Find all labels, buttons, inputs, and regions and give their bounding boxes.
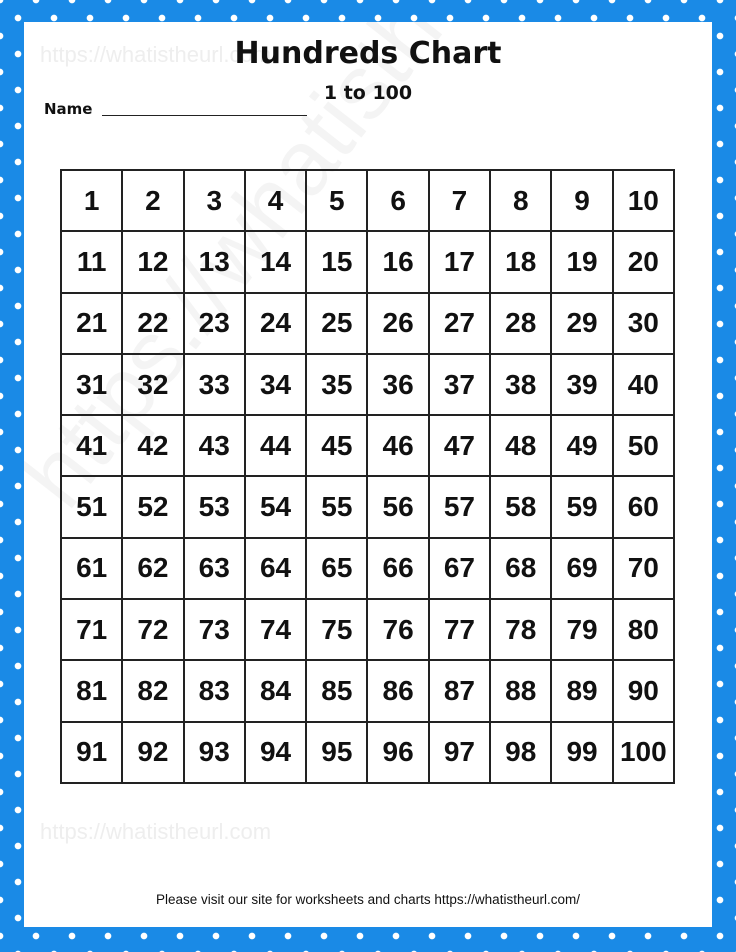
grid-cell: 24 (246, 294, 307, 355)
grid-cell: 99 (552, 723, 613, 784)
name-label: Name (44, 100, 93, 118)
grid-cell: 39 (552, 355, 613, 416)
grid-cell: 71 (62, 600, 123, 661)
grid-cell: 15 (307, 232, 368, 293)
grid-cell: 94 (246, 723, 307, 784)
grid-cell: 61 (62, 539, 123, 600)
grid-cell: 5 (307, 171, 368, 232)
grid-cell: 18 (491, 232, 552, 293)
grid-cell: 68 (491, 539, 552, 600)
grid-cell: 48 (491, 416, 552, 477)
grid-cell: 57 (430, 477, 491, 538)
grid-cell: 54 (246, 477, 307, 538)
footer-text: Please visit our site for worksheets and charts https://whatistheurl.com/ (156, 892, 580, 907)
grid-cell: 40 (614, 355, 675, 416)
grid-cell: 85 (307, 661, 368, 722)
grid-cell: 66 (368, 539, 429, 600)
grid-cell: 84 (246, 661, 307, 722)
grid-cell: 97 (430, 723, 491, 784)
grid-cell: 88 (491, 661, 552, 722)
grid-cell: 21 (62, 294, 123, 355)
grid-cell: 45 (307, 416, 368, 477)
grid-cell: 86 (368, 661, 429, 722)
grid-cell: 29 (552, 294, 613, 355)
grid-cell: 52 (123, 477, 184, 538)
grid-cell: 16 (368, 232, 429, 293)
grid-cell: 50 (614, 416, 675, 477)
grid-cell: 49 (552, 416, 613, 477)
grid-cell: 2 (123, 171, 184, 232)
grid-cell: 34 (246, 355, 307, 416)
grid-cell: 92 (123, 723, 184, 784)
grid-cell: 98 (491, 723, 552, 784)
grid-cell: 20 (614, 232, 675, 293)
grid-cell: 19 (552, 232, 613, 293)
grid-cell: 100 (614, 723, 675, 784)
grid-cell: 65 (307, 539, 368, 600)
grid-cell: 73 (185, 600, 246, 661)
watermark-bottom: https://whatistheurl.com (40, 819, 272, 844)
grid-cell: 74 (246, 600, 307, 661)
grid-cell: 93 (185, 723, 246, 784)
grid-cell: 13 (185, 232, 246, 293)
grid-cell: 4 (246, 171, 307, 232)
grid-cell: 78 (491, 600, 552, 661)
grid-cell: 6 (368, 171, 429, 232)
grid-cell: 64 (246, 539, 307, 600)
grid-cell: 9 (552, 171, 613, 232)
grid-cell: 59 (552, 477, 613, 538)
grid-cell: 26 (368, 294, 429, 355)
grid-cell: 1 (62, 171, 123, 232)
name-writing-line (102, 115, 307, 116)
grid-cell: 42 (123, 416, 184, 477)
watermark-top: https://whatistheurl.com (40, 42, 272, 67)
grid-cell: 23 (185, 294, 246, 355)
grid-cell: 7 (430, 171, 491, 232)
grid-cell: 63 (185, 539, 246, 600)
grid-cell: 56 (368, 477, 429, 538)
grid-cell: 30 (614, 294, 675, 355)
grid-cell: 17 (430, 232, 491, 293)
grid-cell: 77 (430, 600, 491, 661)
page-subtitle: 1 to 100 (323, 82, 413, 104)
grid-cell: 90 (614, 661, 675, 722)
grid-cell: 11 (62, 232, 123, 293)
grid-cell: 83 (185, 661, 246, 722)
grid-cell: 91 (62, 723, 123, 784)
grid-cell: 35 (307, 355, 368, 416)
grid-cell: 70 (614, 539, 675, 600)
grid-cell: 44 (246, 416, 307, 477)
grid-cell: 72 (123, 600, 184, 661)
grid-cell: 46 (368, 416, 429, 477)
grid-cell: 3 (185, 171, 246, 232)
grid-cell: 95 (307, 723, 368, 784)
grid-cell: 31 (62, 355, 123, 416)
grid-cell: 58 (491, 477, 552, 538)
grid-cell: 81 (62, 661, 123, 722)
grid-cell: 47 (430, 416, 491, 477)
grid-cell: 62 (123, 539, 184, 600)
grid-cell: 32 (123, 355, 184, 416)
grid-cell: 36 (368, 355, 429, 416)
grid-cell: 37 (430, 355, 491, 416)
grid-cell: 41 (62, 416, 123, 477)
grid-cell: 43 (185, 416, 246, 477)
grid-cell: 10 (614, 171, 675, 232)
grid-cell: 53 (185, 477, 246, 538)
grid-cell: 28 (491, 294, 552, 355)
grid-cell: 87 (430, 661, 491, 722)
grid-cell: 38 (491, 355, 552, 416)
grid-cell: 80 (614, 600, 675, 661)
name-field (44, 100, 307, 118)
grid-cell: 25 (307, 294, 368, 355)
grid-cell: 67 (430, 539, 491, 600)
grid-cell: 51 (62, 477, 123, 538)
grid-cell: 33 (185, 355, 246, 416)
page-title: Hundreds Chart (234, 36, 502, 71)
grid-cell: 55 (307, 477, 368, 538)
grid-cell: 8 (491, 171, 552, 232)
grid-cell: 76 (368, 600, 429, 661)
grid-cell: 75 (307, 600, 368, 661)
grid-cell: 69 (552, 539, 613, 600)
grid-cell: 14 (246, 232, 307, 293)
grid-cell: 27 (430, 294, 491, 355)
grid-cell: 12 (123, 232, 184, 293)
grid-cell: 89 (552, 661, 613, 722)
grid-cell: 96 (368, 723, 429, 784)
hundreds-grid (60, 169, 675, 784)
grid-cell: 79 (552, 600, 613, 661)
grid-cell: 82 (123, 661, 184, 722)
grid-cell: 60 (614, 477, 675, 538)
grid-cell: 22 (123, 294, 184, 355)
worksheet-page (24, 22, 712, 927)
